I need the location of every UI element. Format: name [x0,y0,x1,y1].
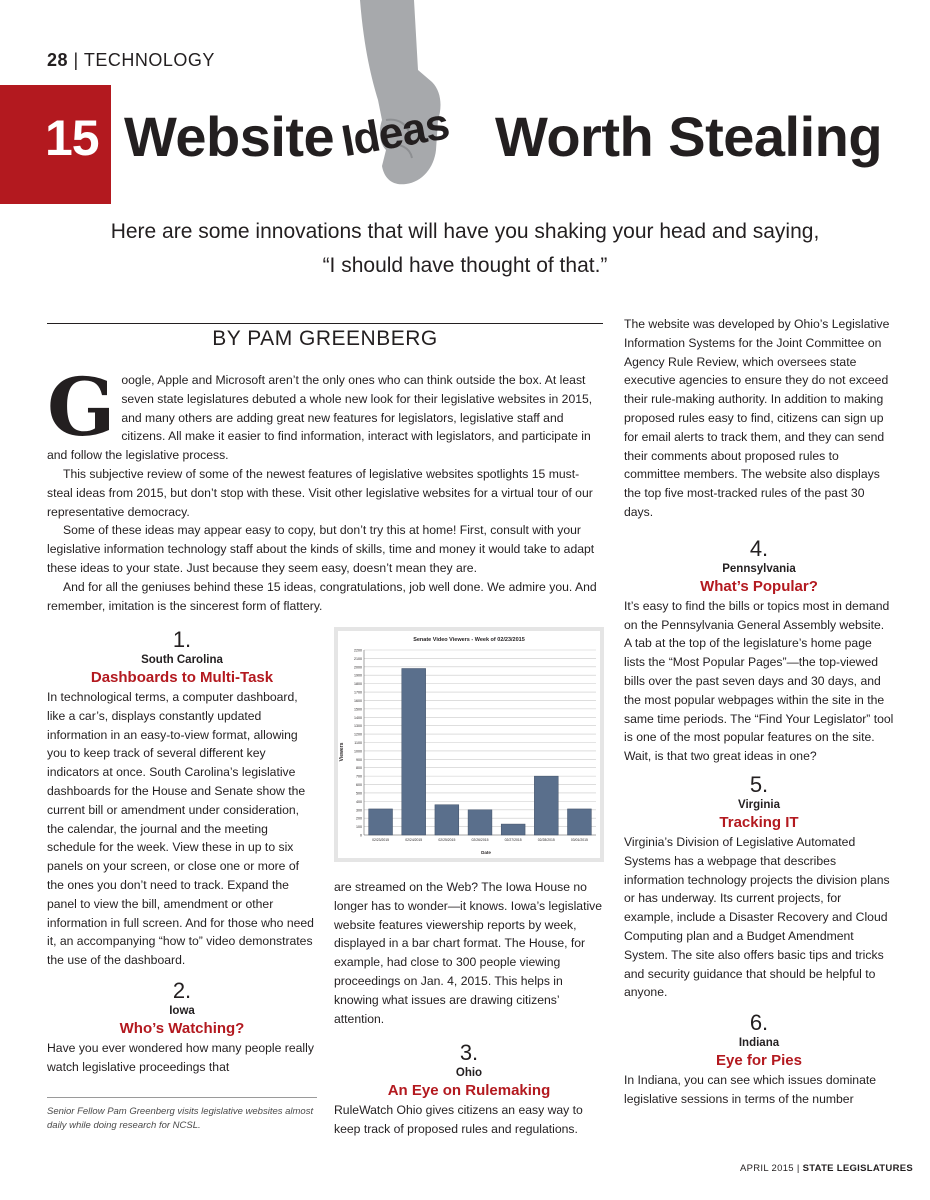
title-worth-stealing: Worth Stealing [495,105,883,168]
chart-y-tick-label: 300 [356,808,362,813]
viewers-bar-chart [334,627,604,862]
chart-y-tick-label: 1300 [354,724,362,729]
section-5-text: Virginia’s Division of Legislative Automated Systems has a webpage that describes information technology projects the division plans or has underway. Its current projects, for example, include a Disaster Recovery and Cloud Computing plan and a Budget Amendment System. The site also offers basic tips and tricks and security guidance that should be helpful to anyone. [624,834,890,1000]
chart-y-tick-label: 500 [356,791,362,796]
chart-x-axis-label: Date [481,850,491,855]
chart-bar-02/23/2015 [369,809,393,835]
byline: BY PAM GREENBERG [212,327,438,350]
footer-month: APRIL 2015 [740,1163,794,1174]
section-3-text: RuleWatch Ohio gives citizens an easy way to keep track of proposed rules and regulations. [334,1103,583,1137]
chart-bar-02/25/2015 [435,805,459,835]
chart-x-tick-label: 02/27/2015 [504,838,522,842]
subtitle [40,215,890,283]
section-3-title: An Eye on Rulemaking [387,1082,551,1100]
title-number-box [0,85,111,204]
title-word-website: Website [124,105,335,168]
column-3 [624,315,894,1109]
title-word-ideas: Ideas [338,99,453,167]
chart-y-tick-label: 900 [356,757,362,762]
section-2-continued: are streamed on the Web? The Iowa House no longer has to wonder—it knows. Iowa’s legislative website features viewership reports by week, displayed in a bar chart format. The House, for example, had close to 300 people viewing proceedings on Jan. 4, 2015. This helps in knowing what issues are drawing citizens’ attention. [334,880,603,1026]
page-number: 28 [47,50,69,70]
chart-y-tick-label: 1900 [354,673,362,678]
section-3-state: Ohio [455,1067,483,1080]
page-header [47,50,215,71]
intro-paragraph-1: Google, Apple and Microsoft aren’t the only ones who can think outside the box. At least seven state legislatures debuted a whole new look for their legislative websites in 2015, and many others are adding great new features for legislators, legislative staff and citizens. All make it easier to find information, interact with legislators, and participate in and follow the legislative process. [47,360,593,463]
section-1-text: In technological terms, a computer dashboard, like a car’s, displays constantly updated information in an easy-to-view format, allowing you to keep track of several different key indicators at once. South Carolina’s legislative dashboards for the House and Senate show the current bill or amendment under consideration, the calendar, the journal and the meeting schedule for the week. View these in up to six panels on your screen, or close one or more of the ones you don’t need to track. Expand the panel to view the bill, amendment or other information in full screen. And for those who need it, an accompanying “how to” video demonstrates the use of the dashboard. [47,690,314,968]
chart-y-tick-label: 100 [356,825,362,830]
section-6-number: 6. [749,1010,769,1036]
section-3-number: 3. [459,1040,479,1066]
chart-y-tick-label: 1700 [354,690,362,695]
caption-rule [47,1097,317,1098]
intro-paragraph-4: And for all the geniuses behind these 15 ideas, congratulations, job well done. We admire you. And remember, imitation is the sincerest form of flattery. [47,579,597,613]
chart-y-tick-label: 1400 [354,715,362,720]
section-5-number: 5. [749,771,769,797]
chart-bar-02/26/2015 [468,810,492,835]
title-number: 15 [45,110,99,166]
chart-y-tick-label: 1500 [354,707,362,712]
section-1-title: Dashboards to Multi-Task [90,669,274,686]
chart-x-tick-label: 02/23/2015 [372,838,390,842]
chart-bar-02/24/2015 [402,669,426,836]
chart-svg [334,627,604,862]
chart-y-tick-label: 400 [356,799,362,804]
chart-y-tick-label: 600 [356,783,362,788]
footer-magazine: STATE LEGISLATURES [802,1163,914,1174]
section-6-title: Eye for Pies [716,1052,802,1070]
chart-x-tick-label: 02/28/2015 [537,838,555,842]
section-5-state: Virginia [738,798,780,811]
chart-bar-03/01/2015 [567,809,591,835]
column-2 [334,878,604,1139]
chart-x-tick-label: 02/26/2015 [471,838,489,842]
section-1-number: 1. [172,627,192,652]
chart-y-tick-label: 2100 [354,656,362,661]
section-2-number: 2. [172,977,192,1003]
section-4-number: 4. [749,535,769,561]
chart-y-tick-label: 1000 [354,749,362,754]
chart-y-tick-label: 200 [356,816,362,821]
chart-bar-02/27/2015 [501,824,525,835]
chart-y-tick-label: 700 [356,774,362,779]
chart-y-tick-label: 2200 [354,648,362,653]
chart-x-tick-label: 02/25/2015 [438,838,456,842]
section-3-continued: The website was developed by Ohio’s Legislative Information Systems for the Joint Committee on Agency Rule Review, which oversees state executive agencies to ensure they do not exceed their rule-making authority. In addition to making proposed rules easy to find, citizens can sign up for email alerts to track them, and they can send their comments about proposed rules to committee members. The website also displays the top five most-tracked rules of the past 30 days. [624,317,890,519]
intro-text [47,360,603,615]
chart-y-tick-label: 1600 [354,698,362,703]
subtitle-line-2: “I should have thought of that.” [322,254,608,277]
byline-rule [47,323,603,324]
section-4-state: Pennsylvania [722,562,796,575]
chart-y-tick-label: 1200 [354,732,362,737]
section-6-text: In Indiana, you can see which issues dominate legislative sessions in terms of the number [624,1073,877,1106]
chart-y-tick-label: 1100 [354,741,362,745]
section-label: TECHNOLOGY [83,50,215,70]
section-1-state: South Carolina [141,654,223,666]
section-4-title: What’s Popular? [700,577,818,595]
chart-y-tick-label: 0 [360,833,362,838]
drop-cap: G [47,360,116,454]
header-separator: | [73,50,79,70]
section-2-state: Iowa [169,1004,195,1017]
section-2-title: Who’s Watching? [119,1019,245,1037]
column-1 [47,627,317,1077]
section-5-title: Tracking IT [719,813,799,831]
section-6-state: Indiana [738,1037,780,1050]
chart-y-tick-label: 2000 [354,665,362,670]
chart-y-tick-label: 800 [356,766,362,771]
page-footer [740,1163,913,1174]
chart-y-tick-label: 1800 [354,682,362,687]
section-2-text: Have you ever wondered how many people really watch legislative proceedings that [47,1040,314,1074]
chart-title: Senate Video Viewers - Week of 02/23/2015 [413,637,525,643]
subtitle-line-1: Here are some innovations that will have you shaking your head and saying, [110,220,820,243]
footer-separator: | [796,1163,800,1174]
intro-paragraph-2: This subjective review of some of the newest features of legislative websites spotlights 15 must-steal ideas from 2015, but don’t stop with these. Visit other legislative websites for a virtual tour of our representative democracy. [47,466,593,519]
section-4-text: It’s easy to find the bills or topics most in demand on the Pennsylvania General Assembly website. A tab at the top of the legislature’s home page lists the “Most Popular Pages”—the top-viewed bills over the past seven days and 30 days, and the most popular webpages within the site in the same time periods. The “Find Your Legislator” tool is one of the most popular features on the site. Wait, is that two great ideas in one? [624,598,894,764]
chart-bar-02/28/2015 [534,776,558,835]
chart-y-axis-label: Viewers [339,742,345,762]
intro-paragraph-3: Some of these ideas may appear easy to copy, but don’t try this at home! First, consult with your legislative information technology staff about the kinds of skills, time and money it would take to adapt these ideas to your state. Just because they seem easy, doesn’t mean they are. [47,523,595,575]
chart-x-tick-label: 02/24/2015 [405,838,423,842]
chart-x-tick-label: 03/01/2015 [570,838,588,842]
author-caption: Senior Fellow Pam Greenberg visits legislative websites almost daily while doing research for NCSL. [47,1106,314,1131]
